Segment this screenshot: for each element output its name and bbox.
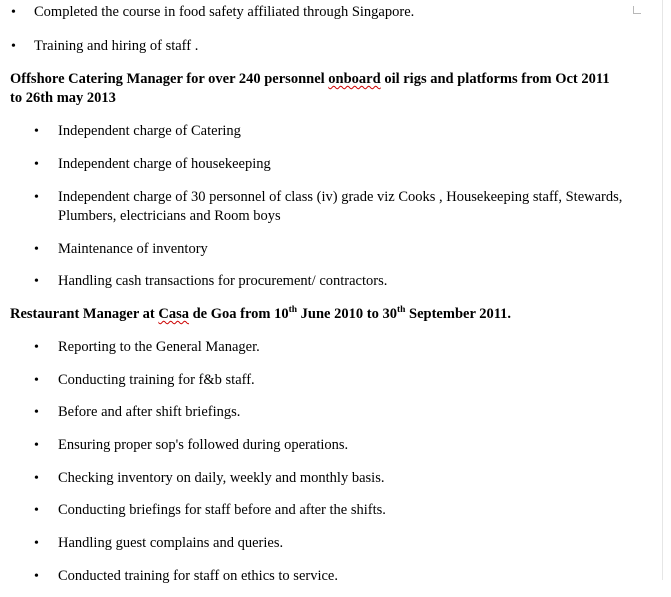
list-item-text: Independent charge of 30 personnel of class (iv) grade viz Cooks , Housekeeping staff, Stewards, Plumbers, electricians and Room boys (58, 189, 623, 224)
list-item-text: Reporting to the General Manager. (58, 339, 260, 355)
list-item-text: Independent charge of Catering (58, 123, 241, 139)
spellcheck-flagged-word: onboard (328, 71, 381, 87)
list-item-text: Conducting training for f&b staff. (58, 372, 255, 388)
bullet-icon: • (34, 536, 39, 551)
spellcheck-flagged-word: Casa (158, 306, 189, 322)
heading-text: de Goa from 10 (188, 306, 289, 322)
bullet-icon: • (34, 274, 39, 289)
list-item-text: Conducting briefings for staff before and after the shifts. (58, 502, 386, 518)
bullet-icon: • (34, 124, 39, 139)
heading-text: to 26th may 2013 (10, 90, 116, 106)
bullet-icon: • (34, 503, 39, 518)
bullet-icon: • (34, 471, 39, 486)
heading-text: June 2010 to 30 (297, 306, 397, 322)
list-item-text: Maintenance of inventory (58, 241, 208, 257)
bullet-icon: • (34, 242, 39, 257)
bullet-icon: • (34, 438, 39, 453)
heading-text: Offshore Catering Manager for over 240 personnel (10, 71, 329, 87)
heading-text: Restaurant Manager at (10, 306, 159, 322)
list-item-text: Handling cash transactions for procurement/ contractors. (58, 273, 388, 289)
ordinal-suffix: th (396, 305, 406, 316)
list-item-text: Ensuring proper sop's followed during operations. (58, 437, 349, 453)
section-heading-restaurant (10, 305, 650, 324)
bullet-icon: • (34, 569, 39, 584)
heading-text: oil rigs and platforms from Oct 2011 (380, 71, 610, 87)
bullet-icon: • (34, 157, 39, 172)
list-item-text: Conducted training for staff on ethics to service. (58, 568, 338, 584)
ordinal-suffix: th (288, 305, 298, 316)
list-item-text: Independent charge of housekeeping (58, 156, 271, 172)
margin-corner-mark (633, 6, 641, 14)
list-item-text: Training and hiring of staff . (34, 38, 199, 54)
list-item-text: Checking inventory on daily, weekly and monthly basis. (58, 470, 385, 486)
list-item-text: Handling guest complains and queries. (58, 535, 284, 551)
margin-guide (662, 0, 663, 580)
bullet-icon: • (34, 373, 39, 388)
bullet-icon: • (34, 405, 39, 420)
section-heading-offshore (10, 70, 650, 108)
list-item-text: Completed the course in food safety affiliated through Singapore. (34, 4, 415, 20)
list-item-text: Before and after shift briefings. (58, 404, 241, 420)
heading-text: September 2011. (405, 306, 512, 322)
bullet-icon: • (34, 340, 39, 355)
bullet-icon: • (11, 5, 16, 20)
bullet-icon: • (11, 39, 16, 54)
bullet-icon: • (34, 190, 39, 205)
